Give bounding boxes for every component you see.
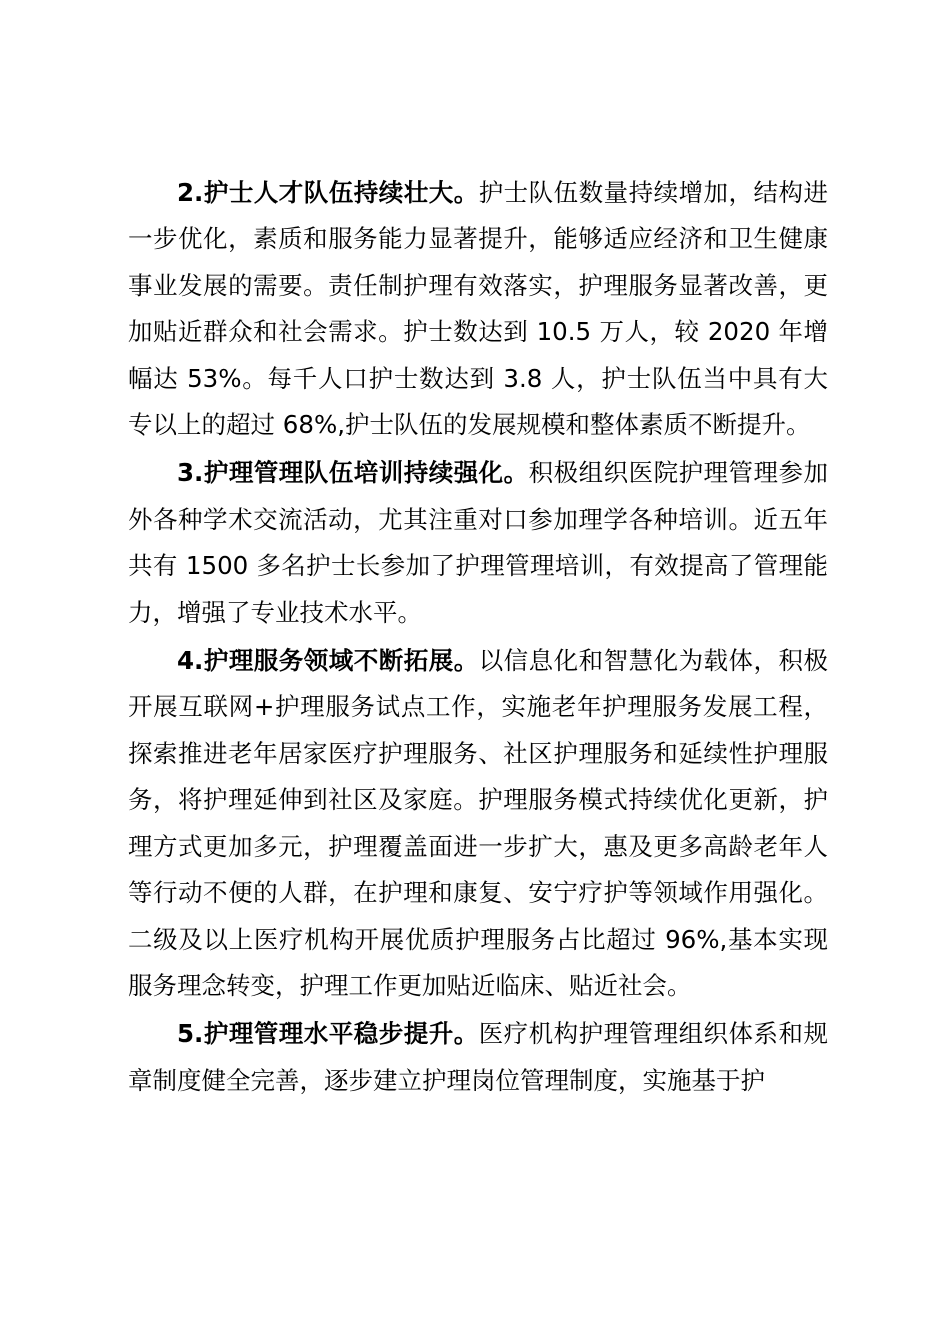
paragraph-body: 护士队伍数量持续增加，结构进一步优化，素质和服务能力显著提升，能够适应经济和卫生健康事业发展的需要。责任制护理有效落实，护理服务显著改善，更加贴近群众和社会需求。护士数达到 10.5 万人，较 2020 年增幅达 53%。每千人口护士数达到 3.8 人，护士队伍当中具有大专以上的超过 68%,护士队伍的发展规模和整体素质不断提升。	[128, 178, 828, 440]
document-page	[128, 170, 828, 1106]
paragraph-heading: 3.护理管理队伍培训持续强化。	[177, 458, 529, 488]
paragraph-management-training	[128, 450, 828, 636]
paragraph-body: 以信息化和智慧化为载体，积极开展互联网+护理服务试点工作，实施老年护理服务发展工程，探索推进老年居家医疗护理服务、社区护理服务和延续性护理服务，将护理延伸到社区及家庭。护理服务模式持续优化更新，护理方式更加多元，护理覆盖面进一步扩大，惠及更多高龄老年人等行动不便的人群，在护理和康复、安宁疗护等领域作用强化。二级及以上医疗机构开展优质护理服务占比超过 96%,基本实现服务理念转变，护理工作更加贴近临床、贴近社会。	[128, 646, 828, 1000]
paragraph-heading: 2.护士人才队伍持续壮大。	[177, 178, 479, 207]
paragraph-body: 医疗机构护理管理组织体系和规章制度健全完善，逐步建立护理岗位管理制度，实施基于护	[128, 1019, 828, 1095]
paragraph-management-level	[128, 1011, 828, 1104]
paragraph-heading: 4.护理服务领域不断拓展。	[177, 646, 479, 676]
paragraph-body: 积极组织医院护理管理参加外各种学术交流活动，尤其注重对口参加理学各种培训。近五年共有 1500 多名护士长参加了护理管理培训，有效提高了管理能力，增强了专业技术水平。	[128, 458, 828, 627]
paragraph-heading: 5.护理管理水平稳步提升。	[177, 1019, 479, 1049]
paragraph-service-expansion	[128, 638, 828, 1009]
paragraph-nurse-workforce	[128, 170, 828, 448]
